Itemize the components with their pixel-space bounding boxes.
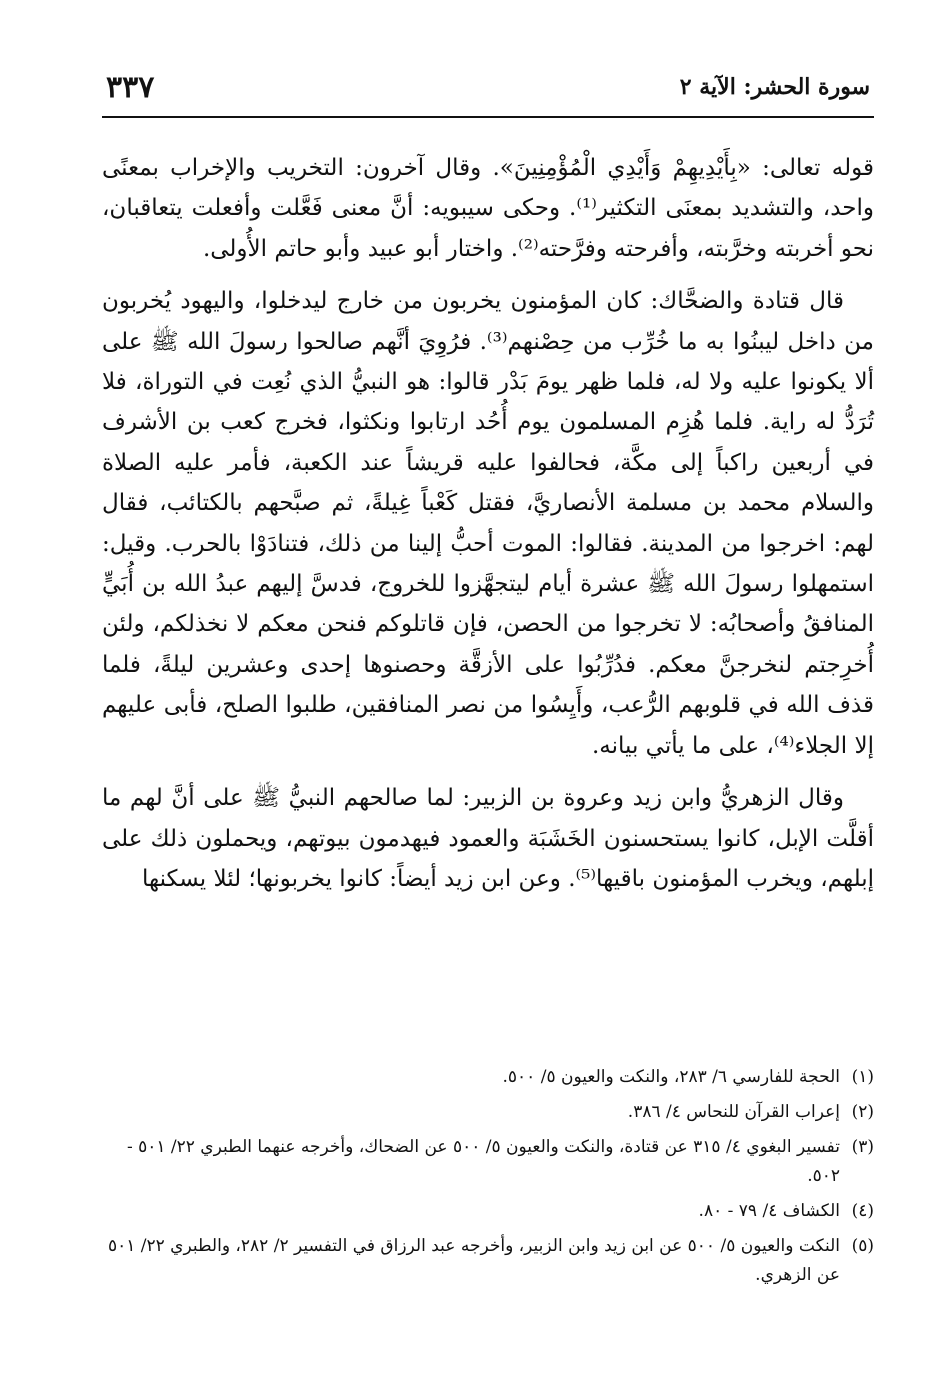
running-header — [100, 70, 870, 112]
main-text — [102, 148, 874, 899]
footnote-text: الكشاف ٤/ ٧٩ - ٨٠. — [698, 1201, 840, 1221]
paragraph-1: قوله تعالى: «بِأَيْدِيهِمْ وَأَيْدِي الْمُؤْمِنِينَ». وقال آخرون: التخريب والإخراب بمعنًى واحد، والتشديد بمعنَى التكثير⁽¹⁾. وحكى سيبويه: أنَّ معنى فَعَّلت وأفعلت يتعاقبان، نحو أخربته وخرَّبته، وأفرحته وفرَّحته⁽²⁾. واختار أبو عبيد وأبو حاتم الأُولى. — [102, 155, 874, 262]
footnote-text: النكت والعيون ٥/ ٥٠٠ عن ابن زيد وابن الزبير، وأخرجه عبد الرزاق في التفسير ٢/ ٢٨٢، والطبري ٢٢/ ٥٠١ عن الزهري. — [107, 1236, 840, 1285]
footnote-text: إعراب القرآن للنحاس ٤/ ٣٨٦. — [627, 1102, 840, 1122]
surah-title: سورة الحشر: الآية ٢ — [679, 74, 870, 100]
footnote-item — [102, 1197, 874, 1226]
footnote-number: (٥) — [851, 1236, 874, 1256]
page-number: ٣٣٧ — [106, 70, 155, 105]
footnote-number: (١) — [851, 1067, 874, 1087]
header-divider — [102, 116, 874, 118]
footnote-item — [102, 1232, 874, 1290]
footnote-number: (٤) — [851, 1201, 874, 1221]
footnote-number: (٢) — [851, 1102, 874, 1122]
footnote-item — [102, 1063, 874, 1092]
paragraph-3: وقال الزهريُّ وابن زيد وعروة بن الزبير: لما صالحهم النبيُّ ﷺ على أنَّ لهم ما أقلَّت الإبل، كانوا يستحسنون الخَشَبَة والعمود فيهدمون بيوتهم، ويحملون ذلك على إبلهم، ويخرب المؤمنون باقيها⁽⁵⁾. وعن ابن زيد أيضاً: كانوا يخربونها؛ لئلا يسكنها — [102, 785, 874, 892]
footnote-text: الحجة للفارسي ٦/ ٢٨٣، والنكت والعيون ٥/ ٥٠٠. — [502, 1067, 840, 1087]
paragraph-2: قال قتادة والضحَّاك: كان المؤمنون يخربون من خارج ليدخلوا، واليهود يُخربون من داخل ليبنُوا به ما خُرِّب من حِصْنهم⁽³⁾. فرُوِيَ أنَّهم صالحوا رسولَ الله ﷺ على ألا يكونوا عليه ولا له، فلما ظهر يومَ بَدْر قالوا: هو النبيُّ الذي نُعِت في التوراة، فلا تُرَدُّ له راية. فلما هُزِم المسلمون يوم أُحُد ارتابوا ونكثوا، فخرج كعب بن الأشرف في أربعين راكباً إلى مكَّة، فحالفوا عليه قريشاً عند الكعبة، فأمر عليه الصلاة والسلام محمد بن مسلمة الأنصاريَّ، فقتل كَعْباً غِيلةً، ثم صبَّحهم بالكتائب، فقال لهم: اخرجوا من المدينة. فقالوا: الموت أحبُّ إلينا من ذلك، فتنادَوْا بالحرب. وقيل: استمهلوا رسولَ الله ﷺ عشرة أيام ليتجهَّزوا للخروج، فدسَّ إليهم عبدُ الله بن أُبَيٍّ المنافقُ وأصحابُه: لا تخرجوا من الحصن، فإن قاتلوكم فنحن معكم لا نخذلكم، ولئن أُخرِجتم لنخرجنَّ معكم. فدُرِّبُوا على الأزقَّة وحصنوها إحدى وعشرين ليلةً، فلما قذف الله في قلوبهم الرُّعب، وأَيِسُوا من نصر المنافقين، طلبوا الصلح، فأبى عليهم إلا الجلاء⁽⁴⁾، على ما يأتي بيانه. — [102, 288, 874, 759]
footnote-item — [102, 1098, 874, 1127]
footnote-text: تفسير البغوي ٤/ ٣١٥ عن قتادة، والنكت والعيون ٥/ ٥٠٠ عن الضحاك، وأخرجه عنهما الطبري ٢٢/ ٥٠١ - ٥٠٢. — [126, 1137, 840, 1186]
footnote-item — [102, 1133, 874, 1191]
footnote-number: (٣) — [851, 1137, 874, 1157]
footnotes — [102, 1063, 874, 1296]
